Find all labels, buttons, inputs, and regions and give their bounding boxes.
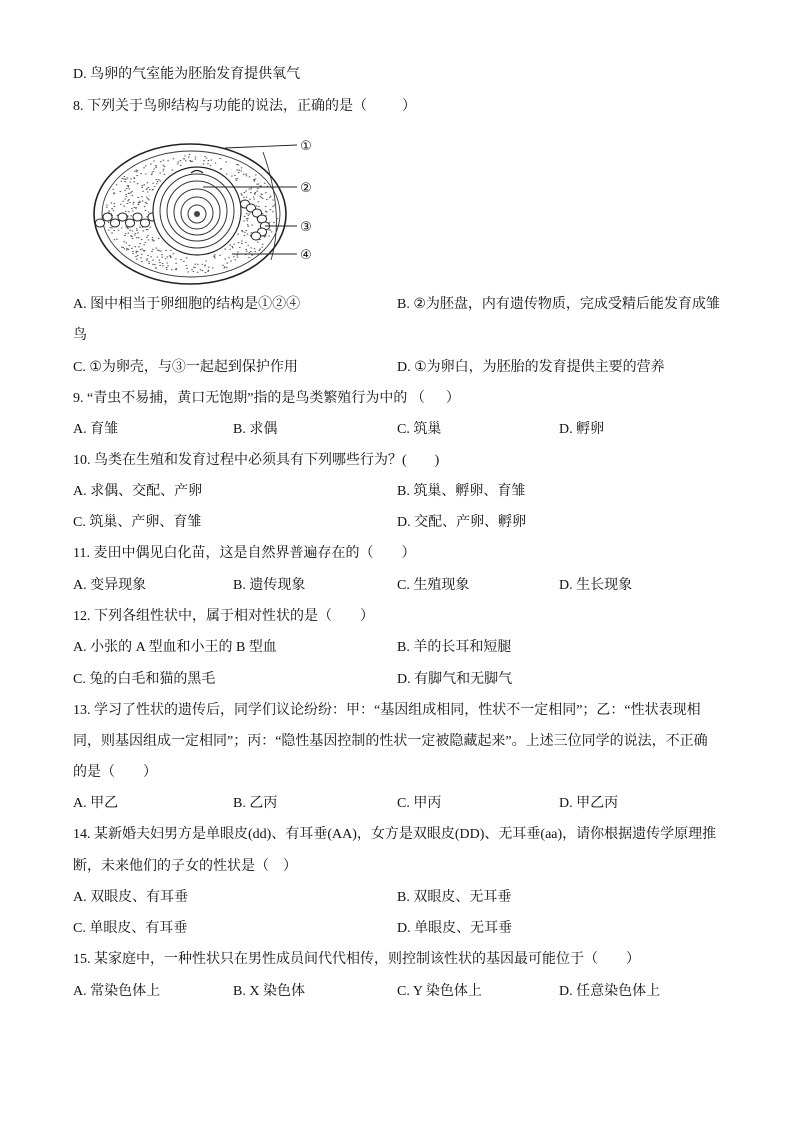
q12-option-a: A. 小张的 A 型血和小王的 B 型血 [73, 640, 277, 655]
q10-stem: 10. 鸟类在生殖和发育过程中必须具有下列哪些行为？( ) [73, 453, 440, 468]
chalaza-loop [110, 219, 119, 227]
egg-drawing [94, 144, 286, 284]
q11-option-c: C. 生殖现象 [397, 578, 470, 593]
q10-option-c: C. 筑巢、产卵、育雏 [73, 515, 202, 530]
q11-stem: 11. 麦田中偶见白化苗，这是自然界普遍存在的（ ） [73, 546, 416, 561]
q13-stem-line-2: 同，则基因组成一定相同”；丙：“隐性基因控制的性状一定被隐藏起来”。上述三位同学的说法，不正确 [73, 734, 708, 749]
q8-option-b: B. ②为胚盘，内有遗传物质，完成受精后能发育成雏 [397, 297, 720, 312]
q15-option-d: D. 任意染色体上 [559, 984, 661, 999]
q15-option-c: C. Y 染色体上 [397, 984, 482, 999]
q13-option-b: B. 乙丙 [233, 796, 278, 811]
q13-option-c: C. 甲丙 [397, 796, 442, 811]
q12-option-d: D. 有脚气和无脚气 [397, 672, 513, 687]
q14-option-b: B. 双眼皮、无耳垂 [397, 890, 512, 905]
q8-stem: 8. 下列关于鸟卵结构与功能的说法，正确的是（ ） [73, 99, 416, 114]
q13-option-a: A. 甲乙 [73, 796, 119, 811]
q12-option-c: C. 兔的白毛和猫的黑毛 [73, 672, 216, 687]
figure-label-4: ④ [300, 248, 312, 263]
q8-option-c: C. ①为卵壳，与③一起起到保护作用 [73, 360, 298, 375]
q11-option-d: D. 生长现象 [559, 578, 633, 593]
q13-option-d: D. 甲乙丙 [559, 796, 619, 811]
q12-option-b: B. 羊的长耳和短腿 [397, 640, 512, 655]
figure-label-2: ② [300, 181, 312, 196]
q15-option-b: B. X 染色体 [233, 984, 305, 999]
figure-label-3: ③ [300, 220, 312, 235]
q9-option-b: B. 求偶 [233, 422, 278, 437]
q13-stem-line-3: 的是（ ） [73, 765, 157, 780]
q9-stem: 9. “青虫不易捕，黄口无饱期”指的是鸟类繁殖行为中的 （ ） [73, 391, 460, 406]
chalaza-loop [140, 219, 149, 227]
yolk-center [194, 211, 200, 217]
figure-label-1: ① [300, 139, 312, 154]
q7-option-d: D. 鸟卵的气室能为胚胎发育提供氧气 [73, 67, 301, 82]
q14-stem-line-1: 14. 某新婚夫妇男方是单眼皮(dd)、有耳垂(AA)，女方是双眼皮(DD)、无耳垂(aa)，请你根据遗传学原理推 [73, 827, 717, 842]
chalaza-loop [95, 219, 104, 227]
q14-option-d: D. 单眼皮、无耳垂 [397, 921, 513, 936]
chalaza-loop [133, 213, 142, 221]
q14-option-c: C. 单眼皮、有耳垂 [73, 921, 188, 936]
q8-option-a: A. 图中相当于卵细胞的结构是①②④ [73, 297, 301, 312]
q10-option-a: A. 求偶、交配、产卵 [73, 484, 203, 499]
q9-option-a: A. 育雏 [73, 422, 119, 437]
q11-option-a: A. 变异现象 [73, 578, 147, 593]
q10-option-d: D. 交配、产卵、孵卵 [397, 515, 527, 530]
q11-option-b: B. 遗传现象 [233, 578, 306, 593]
q13-stem-line-1: 13. 学习了性状的遗传后，同学们议论纷纷：甲：“基因组成相同，性状不一定相同”；乙：“性状表现相 [73, 703, 701, 718]
chalaza-loop [118, 213, 127, 221]
chalaza-loop [251, 232, 260, 240]
q9-option-c: C. 筑巢 [397, 422, 442, 437]
q14-option-a: A. 双眼皮、有耳垂 [73, 890, 189, 905]
chalaza-loop [125, 219, 134, 227]
q14-stem-line-2: 断，未来他们的子女的性状是（ ） [73, 859, 297, 874]
chalaza-loop [103, 213, 112, 221]
q12-stem: 12. 下列各组性状中，属于相对性状的是（ ） [73, 609, 374, 624]
q8-option-d: D. ①为卵白，为胚胎的发育提供主要的营养 [397, 360, 665, 375]
q8-option-b-continued: 鸟 [73, 328, 87, 343]
leader-line-1 [225, 145, 297, 148]
q10-option-b: B. 筑巢、孵卵、育雏 [397, 484, 526, 499]
bird-egg-structure-figure [85, 128, 325, 298]
q15-stem: 15. 某家庭中，一种性状只在男性成员间代代相传，则控制该性状的基因最可能位于（ ） [73, 952, 640, 967]
q9-option-d: D. 孵卵 [559, 422, 605, 437]
q15-option-a: A. 常染色体上 [73, 984, 161, 999]
